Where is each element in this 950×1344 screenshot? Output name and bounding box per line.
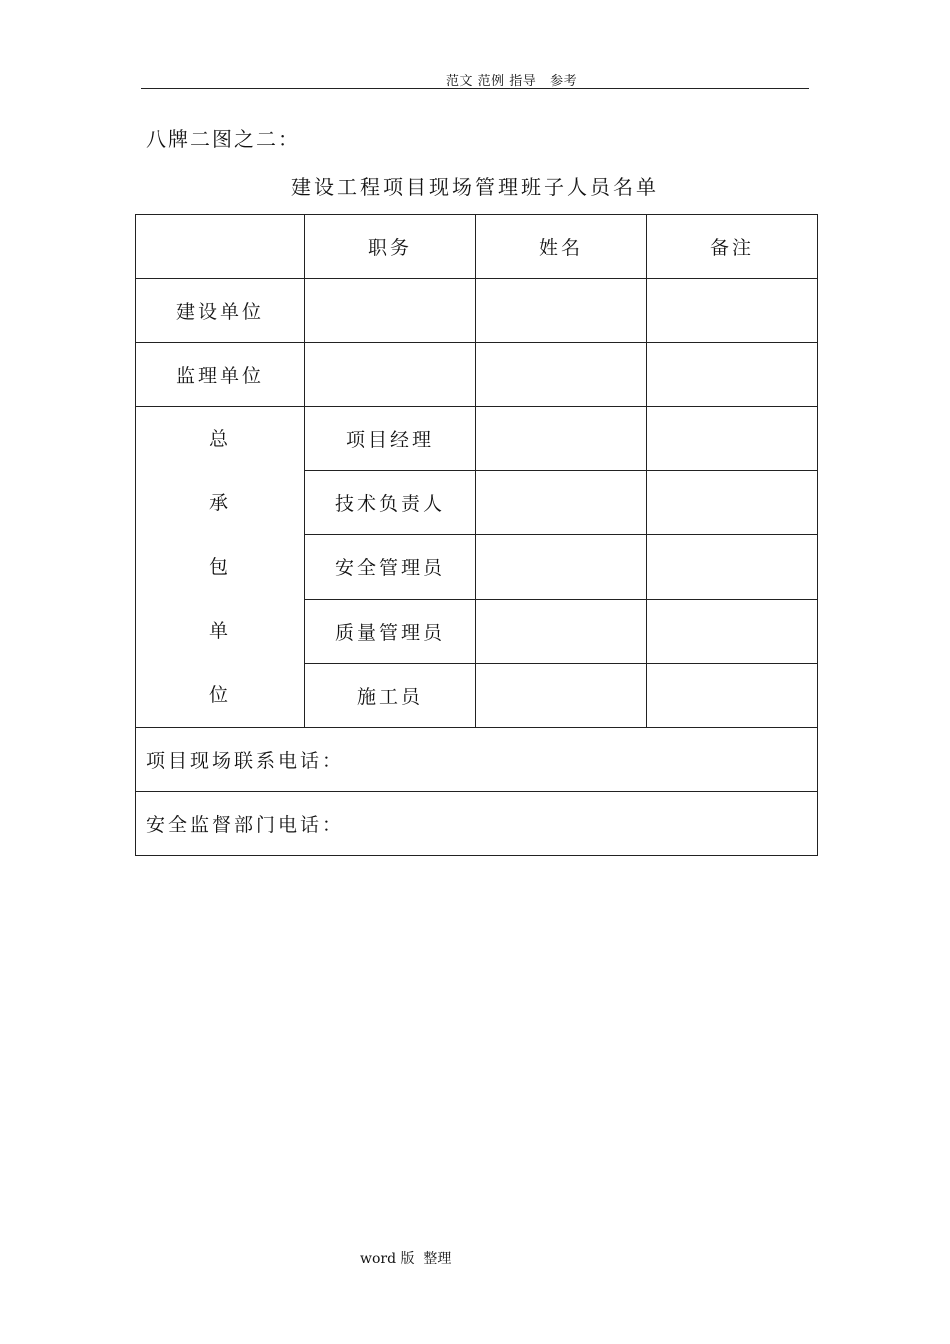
vertical-char: 总	[208, 428, 231, 450]
table-title: 建设工程项目现场管理班子人员名单	[291, 175, 659, 199]
cell-remarks[interactable]	[647, 279, 818, 343]
cell-remarks[interactable]	[647, 471, 818, 535]
header-cell-remarks: 备注	[647, 215, 818, 279]
vertical-char: 包	[208, 556, 231, 578]
header-rule	[141, 88, 809, 89]
cell-name[interactable]	[476, 343, 647, 407]
position-construction-worker: 施工员	[305, 663, 476, 727]
cell-remarks[interactable]	[647, 407, 818, 471]
header-cell-name: 姓名	[476, 215, 647, 279]
safety-phone-label: 安全监督部门电话：	[136, 792, 818, 856]
table-row	[136, 792, 818, 856]
table-row	[136, 407, 818, 471]
vertical-char: 单	[208, 620, 231, 642]
position-technical-lead: 技术负责人	[305, 471, 476, 535]
table-row	[136, 279, 818, 343]
site-phone-label: 项目现场联系电话：	[136, 728, 818, 792]
cell-name[interactable]	[476, 471, 647, 535]
header-cell-position: 职务	[305, 215, 476, 279]
cell-remarks[interactable]	[647, 535, 818, 599]
section-label: 八牌二图之二：	[146, 127, 300, 151]
cell-name[interactable]	[476, 279, 647, 343]
position-safety-officer: 安全管理员	[305, 535, 476, 599]
personnel-table	[135, 214, 818, 856]
row-label-supervision-unit: 监理单位	[136, 343, 305, 407]
vertical-char: 位	[208, 684, 231, 706]
cell-name[interactable]	[476, 663, 647, 727]
cell-name[interactable]	[476, 407, 647, 471]
table-row	[136, 728, 818, 792]
table-row	[136, 343, 818, 407]
page-header: 范文 范例 指导 参考	[446, 74, 578, 89]
position-quality-officer: 质量管理员	[305, 599, 476, 663]
cell-name[interactable]	[476, 535, 647, 599]
header-cell-blank	[136, 215, 305, 279]
cell-remarks[interactable]	[647, 663, 818, 727]
table-header-row	[136, 215, 818, 279]
row-label-construction-unit: 建设单位	[136, 279, 305, 343]
vertical-char: 承	[208, 492, 231, 514]
position-project-manager: 项目经理	[305, 407, 476, 471]
cell-name[interactable]	[476, 599, 647, 663]
page-footer: word 版 整理	[360, 1251, 452, 1267]
cell-remarks[interactable]	[647, 599, 818, 663]
cell-position[interactable]	[305, 279, 476, 343]
cell-position[interactable]	[305, 343, 476, 407]
row-label-general-contractor	[136, 407, 305, 728]
cell-remarks[interactable]	[647, 343, 818, 407]
